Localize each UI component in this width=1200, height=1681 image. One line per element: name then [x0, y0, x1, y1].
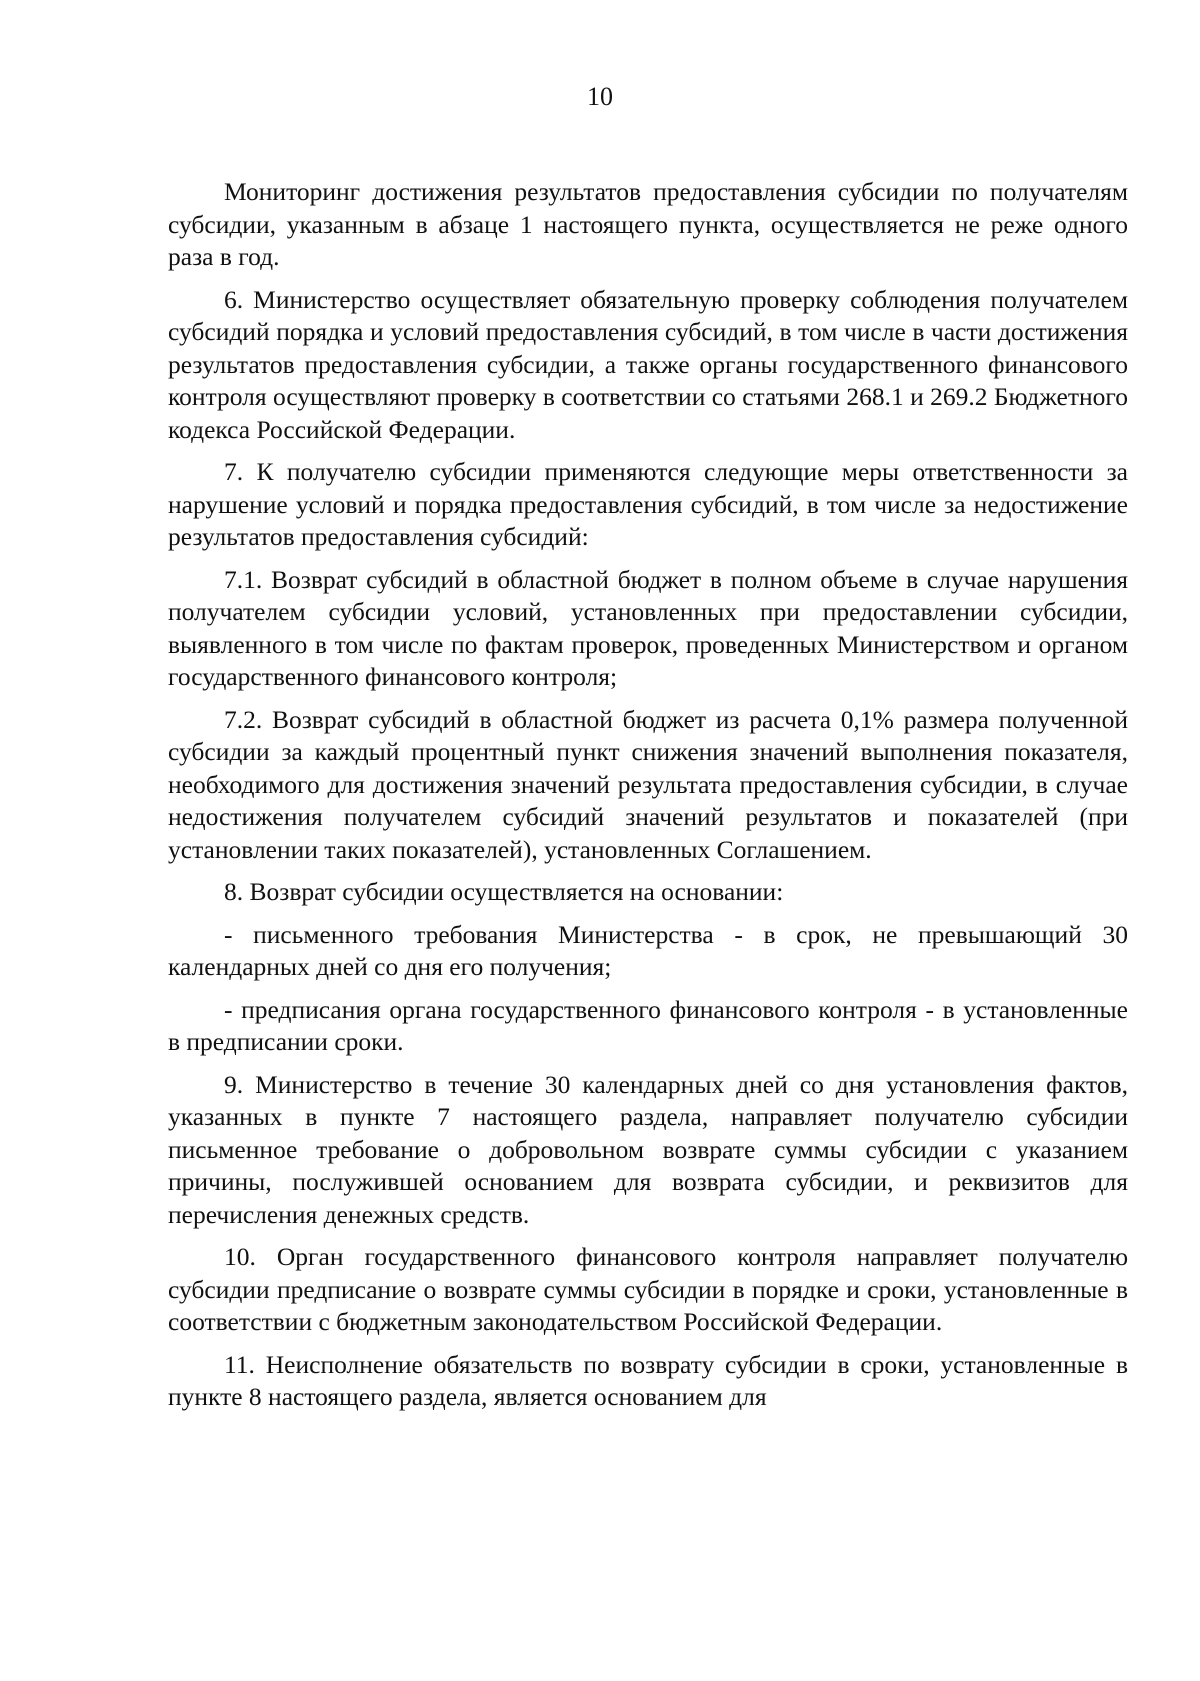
- paragraph-7-2: 7.2. Возврат субсидий в областной бюджет из расчета 0,1% размера полученной субсидии за каждый процентный пункт снижения значений выполнения показателя, необходимого для достижения значений результата предоставления субсидии, в случае недостижения получателем субсидий значений результатов и показателей (при установлении таких показателей), установленных Соглашением.: [168, 704, 1128, 864]
- paragraph-8-item-1: - письменного требования Министерства - в срок, не превышающий 30 календарных дней со дня его получения;: [168, 919, 1128, 981]
- paragraph-7-1: 7.1. Возврат субсидий в областной бюджет в полном объеме в случае нарушения получателем субсидии условий, установленных при предоставлении субсидии, выявленного в том числе по фактам проверок, проведенных Министерством и органом государственного финансового контроля;: [168, 564, 1128, 691]
- paragraph-11: 11. Неисполнение обязательств по возврату субсидии в сроки, установленные в пункте 8 настоящего раздела, является основанием для: [168, 1349, 1128, 1411]
- paragraph-8: 8. Возврат субсидии осуществляется на основании:: [224, 877, 784, 906]
- page-number: 10: [587, 82, 613, 111]
- paragraph-9: 9. Министерство в течение 30 календарных дней со дня установления фактов, указанных в пункте 7 настоящего раздела, направляет получателю субсидии письменное требование о добровольном возврате суммы субсидии с указанием причины, послужившей основанием для возврата субсидии, и реквизитов для перечисления денежных средств.: [168, 1069, 1128, 1229]
- paragraph-8-item-2: - предписания органа государственного финансового контроля - в установленные в предписании сроки.: [168, 994, 1128, 1056]
- paragraph-7: 7. К получателю субсидии применяются следующие меры ответственности за нарушение условий и порядка предоставления субсидий, в том числе за недостижение результатов предоставления субсидий:: [168, 457, 1128, 551]
- document-body: [168, 176, 1128, 1424]
- paragraph-monitoring: Мониторинг достижения результатов предоставления субсидии по получателям субсидии, указанным в абзаце 1 настоящего пункта, осуществляется не реже одного раза в год.: [168, 177, 1128, 271]
- paragraph-6: 6. Министерство осуществляет обязательную проверку соблюдения получателем субсидий порядка и условий предоставления субсидий, в том числе в части достижения результатов предоставления субсидии, а также органы государственного финансового контроля осуществляют проверку в соответствии со статьями 268.1 и 269.2 Бюджетного кодекса Российской Федерации.: [168, 284, 1128, 444]
- paragraph-10: 10. Орган государственного финансового контроля направляет получателю субсидии предписание о возврате суммы субсидии в порядке и сроки, установленные в соответствии с бюджетным законодательством Российской Федерации.: [168, 1242, 1128, 1336]
